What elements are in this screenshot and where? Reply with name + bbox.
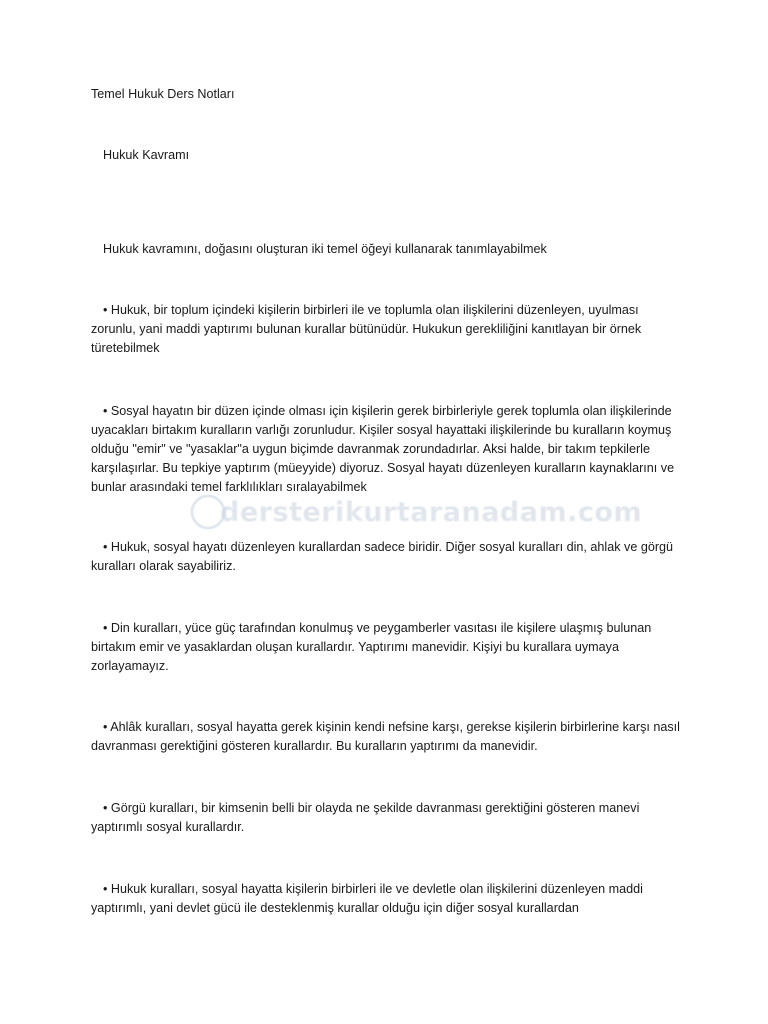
paragraph: • Hukuk, sosyal hayatı düzenleyen kurallardan sadece biridir. Diğer sosyal kuralları din, ahlak ve görgü kuralları olarak sayabiliriz.: [91, 540, 674, 573]
paragraph: • Din kuralları, yüce güç tarafından konulmuş ve peygamberler vasıtası ile kişilere ulaşmış bulunan birtakım emir ve yasaklardan oluşan kurallardır. Yaptırımı manevidir. Kişiyi bu kurallara uymaya zorlayamayız.: [91, 621, 652, 673]
paragraph: • Ahlâk kuralları, sosyal hayatta gerek kişinin kendi nefsine karşı, gerekse kişilerin birbirlerine karşı nasıl davranması gerektiğini gösteren kurallardır. Bu kuralların yaptırımı da manevidir.: [91, 720, 680, 753]
document-title: Temel Hukuk Ders Notları: [91, 87, 235, 101]
intro-text: Hukuk kavramını, doğasını oluşturan iki temel öğeyi kullanarak tanımlayabilmek: [103, 242, 547, 256]
paragraph: • Sosyal hayatın bir düzen içinde olması için kişilerin gerek birbirleriyle gerek toplumla olan ilişkilerinde uyacakları birtakım kuralların varlığı zorunludur. Kişiler sosyal hayattaki ilişkilerinde bu kuralların koymuş olduğu "emir" ve "yasaklar"a uygun biçimde davranmak zorundadırlar. Aksi halde, bir takım tepkilerle karşılaşırlar. Bu tepkiye yaptırım (müeyyide) diyoruz. Sosyal hayatı düzenleyen kuralların kaynaklarını ve bunlar arasındaki temel farklılıkları sıralayabilmek: [91, 404, 675, 494]
paragraph: • Hukuk, bir toplum içindeki kişilerin birbirleri ile ve toplumla olan ilişkilerini düzenleyen, uyulması zorunlu, yani maddi yaptırımı bulunan kurallar bütünüdür. Hukukun gerekliliğini kanıtlayan bir örnek türetebilmek: [91, 303, 642, 355]
svg-text:dersterikurtaranadam.com: dersterikurtaranadam.com: [220, 497, 643, 528]
section-heading: Hukuk Kavramı: [103, 148, 190, 162]
watermark-logo: [190, 494, 643, 530]
paragraph: • Görgü kuralları, bir kimsenin belli bir olayda ne şekilde davranması gerektiğini gösteren manevi yaptırımlı sosyal kurallardır.: [91, 801, 640, 834]
paragraph: • Hukuk kuralları, sosyal hayatta kişilerin birbirleri ile ve devletle olan ilişkilerini düzenleyen maddi yaptırımlı, yani devlet gücü ile desteklenmiş kurallar olduğu için diğer sosyal kurallardan: [91, 882, 643, 915]
